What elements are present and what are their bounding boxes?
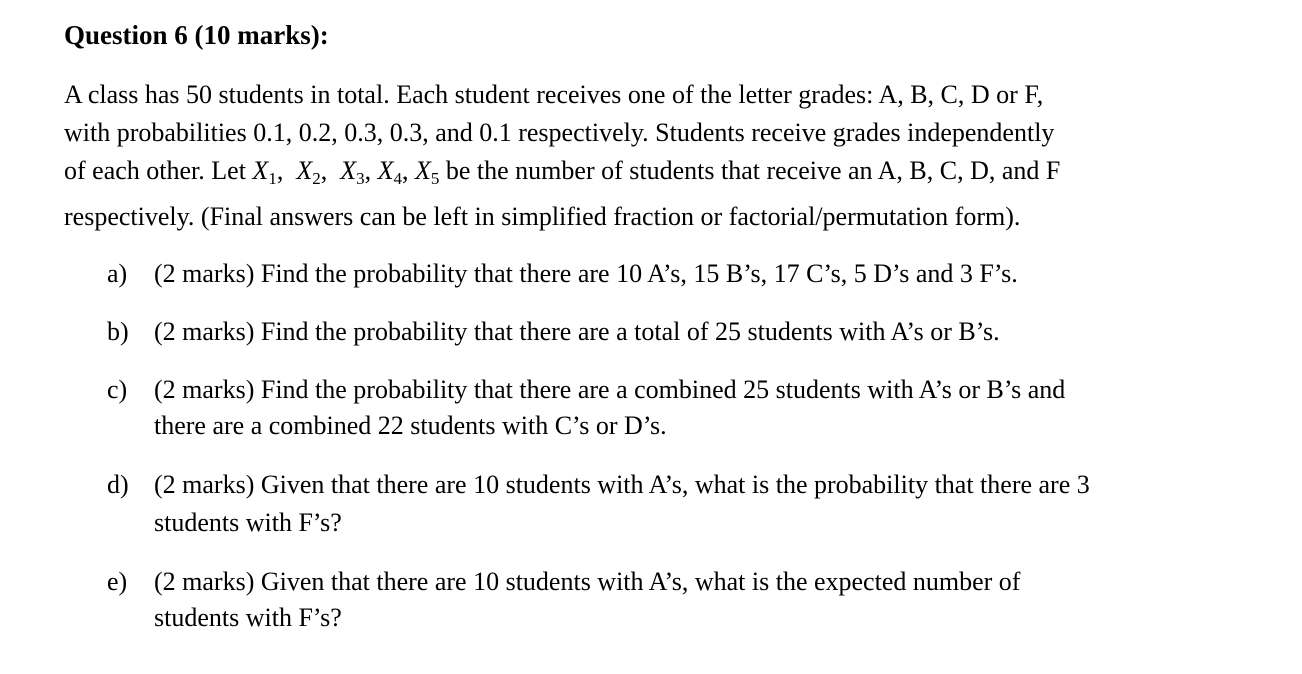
question-intro bbox=[64, 76, 1244, 236]
part-text bbox=[154, 564, 1244, 636]
question-title: Question 6 (10 marks): bbox=[64, 20, 329, 50]
part-e bbox=[64, 564, 1244, 636]
part-line: (2 marks) Given that there are 10 students with A’s, what is the probability that there are 3 bbox=[154, 470, 1090, 499]
part-line: (2 marks) Find the probability that there are a combined 25 students with A’s or B’s and bbox=[154, 375, 1066, 404]
part-label: e) bbox=[107, 567, 128, 596]
intro-line-1: A class has 50 students in total. Each student receives one of the letter grades: A, B, C, D or F, bbox=[64, 80, 1044, 109]
variable-x3: $X_3$ bbox=[340, 156, 365, 188]
part-b bbox=[64, 314, 1244, 350]
variable-x4: $X_4$ bbox=[377, 156, 402, 188]
part-line: (2 marks) Given that there are 10 students with A’s, what is the expected number of bbox=[154, 567, 1021, 596]
part-label: a) bbox=[107, 259, 128, 288]
variable-x5: $X_5$ bbox=[414, 156, 440, 188]
part-line: there are a combined 22 students with C’s or D’s. bbox=[154, 411, 667, 440]
part-line: (2 marks) Find the probability that there are a total of 25 students with A’s or B’s. bbox=[154, 317, 1000, 346]
part-label: c) bbox=[107, 375, 128, 404]
part-d bbox=[64, 466, 1244, 542]
part-c bbox=[64, 372, 1244, 444]
part-line: students with F’s? bbox=[154, 603, 342, 632]
intro-line-4: respectively. (Final answers can be left in simplified fraction or factorial/permutation form). bbox=[64, 202, 1021, 231]
part-text bbox=[154, 372, 1244, 444]
part-text bbox=[154, 314, 1244, 350]
intro-line-3-prefix: of each other. Let bbox=[64, 156, 253, 185]
question-parts-list bbox=[64, 256, 1244, 636]
question-page bbox=[64, 18, 1244, 636]
part-label: b) bbox=[107, 317, 129, 346]
part-label: d) bbox=[107, 470, 129, 499]
part-line: students with F’s? bbox=[154, 508, 342, 537]
intro-line-3-suffix: be the number of students that receive an A, B, C, D, and F bbox=[439, 156, 1061, 185]
variable-x2: $X_2$ bbox=[296, 156, 321, 188]
part-text bbox=[154, 466, 1244, 542]
part-line: (2 marks) Find the probability that there are 10 A’s, 15 B’s, 17 C’s, 5 D’s and 3 F’s. bbox=[154, 259, 1018, 288]
intro-line-2: with probabilities 0.1, 0.2, 0.3, 0.3, and 0.1 respectively. Students receive grades independently bbox=[64, 118, 1055, 147]
part-text bbox=[154, 256, 1244, 292]
intro-line-3: of each other. Let $X_1$, $X_2$, $X_3$, $X_4$, $X_5$ be the number of students that receive an A, B, C, D, and F bbox=[64, 156, 1061, 188]
variable-x1: $X_1$ bbox=[252, 156, 277, 188]
part-a bbox=[64, 256, 1244, 292]
